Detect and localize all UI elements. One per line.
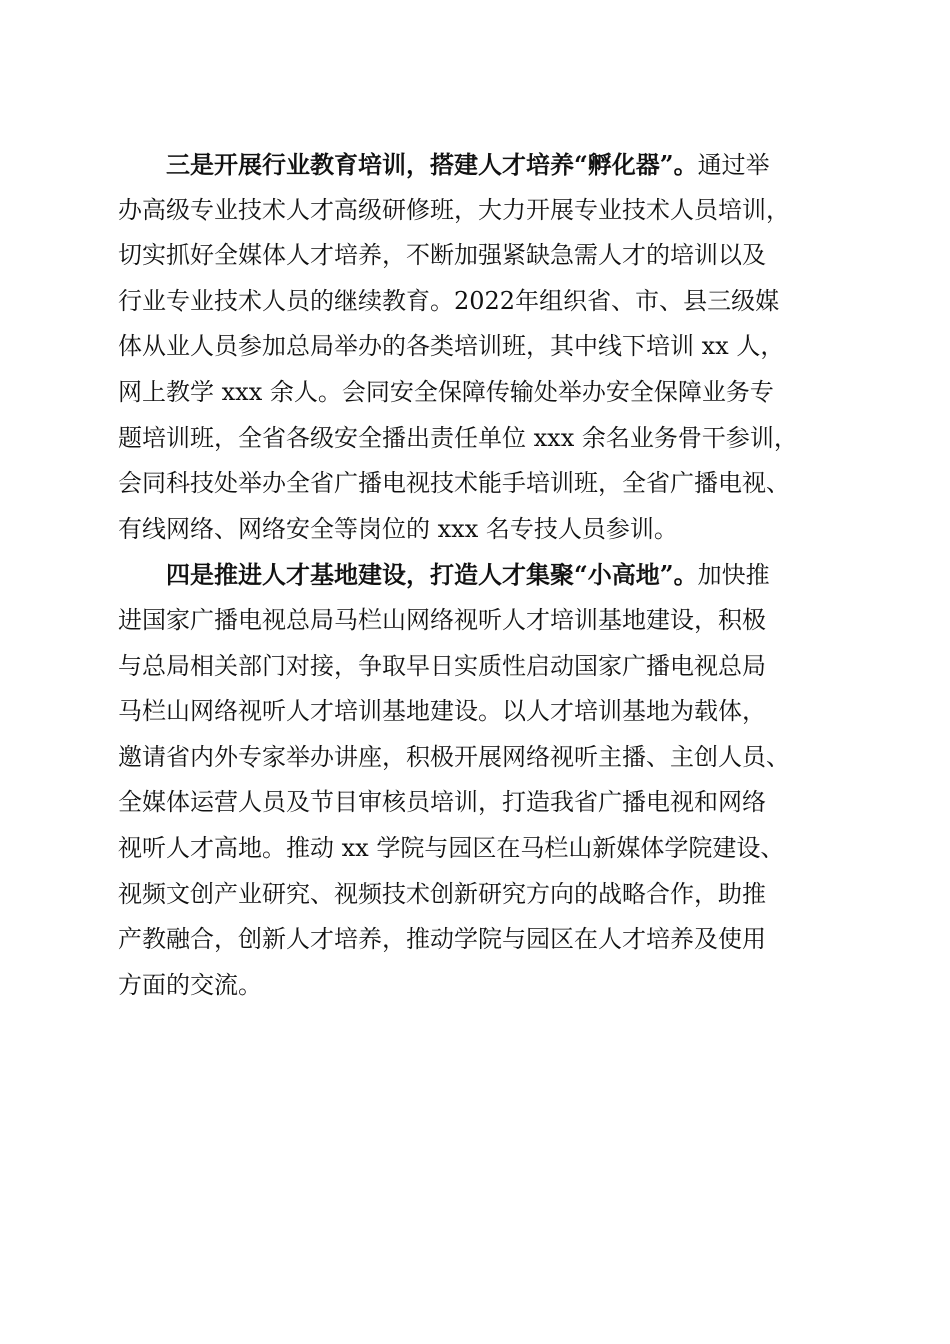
paragraph-1-line-1: [118, 142, 838, 188]
paragraph-1-line-9: 有线网络、网络安全等岗位的 xxx 名专技人员参训。: [118, 514, 678, 543]
paragraph-1-line-5: 体从业人员参加总局举办的各类培训班，其中线下培训 xx 人，: [118, 332, 785, 361]
paragraph-2-line-8: 视频文创产业研究、视频技术创新研究方向的战略合作，助推: [118, 879, 766, 908]
paragraph-1-line-2: 办高级专业技术人才高级研修班，大力开展专业技术人员培训，: [118, 195, 790, 224]
paragraph-1-line-3: 切实抓好全媒体人才培养，不断加强紧缺急需人才的培训以及: [118, 241, 766, 270]
paragraph-1-line-8: 会同科技处举办全省广播电视技术能手培训班，全省广播电视、: [118, 469, 790, 498]
paragraph-2-line-3: 与总局相关部门对接，争取早日实质性启动国家广播电视总局: [118, 651, 766, 680]
document-body: [118, 142, 838, 1008]
paragraph-1-text: 通过举: [697, 151, 770, 179]
paragraph-2-line-2: 进国家广播电视总局马栏山网络视听人才培训基地建设，积极: [118, 605, 766, 634]
paragraph-2-line-10: 方面的交流。: [118, 970, 262, 999]
paragraph-2-line-5: 邀请省内外专家举办讲座，积极开展网络视听主播、主创人员、: [118, 742, 790, 771]
paragraph-1-line-7: 题培训班，全省各级安全播出责任单位 xxx 余名业务骨干参训，: [118, 423, 798, 452]
paragraph-2-lead: 四是推进人才基地建设，打造人才集聚“小高地”。: [166, 560, 698, 590]
paragraph-2-line-9: 产教融合，创新人才培养，推动学院与园区在人才培养及使用: [118, 925, 766, 954]
paragraph-2-text: 加快推: [697, 561, 770, 590]
paragraph-2-line-7: 视听人才高地。推动 xx 学院与园区在马栏山新媒体学院建设、: [118, 833, 785, 862]
paragraph-1-line-6: 网上教学 xxx 余人。会同安全保障传输处举办安全保障业务专: [118, 377, 774, 406]
paragraph-1-lead: 三是开展行业教育培训，搭建人才培养“孵化器”。: [166, 150, 698, 179]
paragraph-1-line-4: 行业专业技术人员的继续教育。2022年组织省、市、县三级媒: [118, 286, 780, 315]
paragraph-2-line-1: [118, 552, 838, 598]
paragraph-2-line-4: 马栏山网络视听人才培训基地建设。以人才培训基地为载体，: [118, 697, 766, 726]
paragraph-2-line-6: 全媒体运营人员及节目审核员培训，打造我省广播电视和网络: [118, 788, 766, 817]
